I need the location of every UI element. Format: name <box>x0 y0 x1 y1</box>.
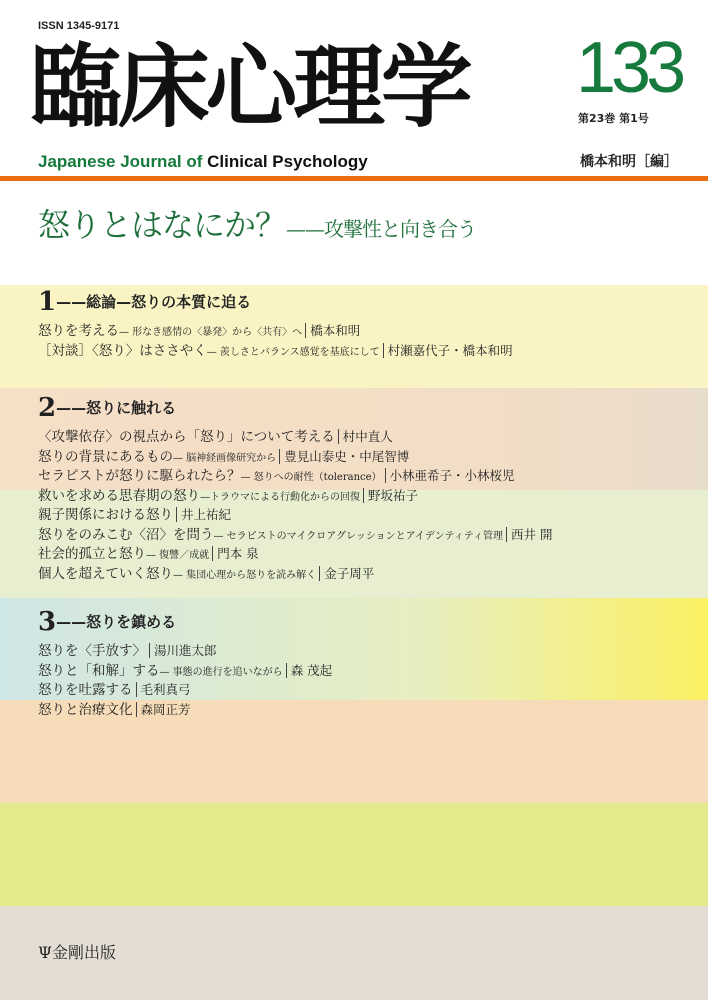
article-title: セラピストが怒りに駆られたら？ <box>38 468 241 484</box>
theme-main: 怒りとはなにか？ <box>38 206 287 244</box>
article-author: 豊見山泰史・中尾智博 <box>279 449 409 464</box>
article-title: 個人を超えていく怒り <box>38 565 173 582</box>
toc-item[interactable] <box>38 487 418 505</box>
toc-item[interactable] <box>38 428 393 446</box>
publisher <box>38 940 116 963</box>
section-heading <box>38 394 176 422</box>
journal-english-title <box>38 152 368 172</box>
issue-number: 133 <box>576 28 682 108</box>
toc-item[interactable] <box>38 662 332 680</box>
theme-sub: ——攻撃性と向き合う <box>286 217 477 241</box>
article-subtitle: — 脳神経画像研究から <box>173 452 277 464</box>
article-author: 森岡正芳 <box>136 702 191 717</box>
section-heading <box>38 608 176 636</box>
article-subtitle: — 怒りへの耐性（tolerance） <box>240 472 382 483</box>
editor: 橋本和明［編］ <box>580 154 678 170</box>
article-subtitle: — 形なき感情の〈暴発〉から〈共有〉へ <box>119 327 303 338</box>
article-author: 森 茂起 <box>286 663 332 678</box>
article-title: 〈攻撃依存〉の視点から「怒り」について考える <box>38 429 335 445</box>
publisher-logo-icon: Ψ <box>38 943 53 962</box>
article-title: 怒りの背景にあるもの <box>38 448 173 465</box>
article-subtitle: — 事態の進行を追いながら <box>159 666 283 678</box>
article-title: 怒りと「和解」する <box>38 662 160 679</box>
article-title: 怒りを考える <box>38 323 119 339</box>
article-author: 湯川進太郎 <box>149 643 217 658</box>
article-title: 怒りと治療文化 <box>38 701 133 718</box>
article-title: 怒りを〈手放す〉 <box>38 643 146 659</box>
article-title: 怒りをのみこむ〈沼〉を問う <box>38 526 214 543</box>
toc-item[interactable] <box>38 565 374 583</box>
article-author: 門本 泉 <box>212 546 258 561</box>
section-number: 3 <box>38 607 57 637</box>
article-subtitle: — 集団心理から怒りを読み解く <box>173 569 317 581</box>
journal-en-b: Clinical Psychology <box>207 152 368 171</box>
band-lime <box>0 803 708 906</box>
volume: 第23巻 第1号 <box>578 112 649 125</box>
section-title: ——怒りを鎮める <box>56 613 177 631</box>
toc-item[interactable] <box>38 342 513 360</box>
toc-item[interactable] <box>38 467 515 485</box>
article-title: 親子関係における怒り <box>38 507 173 523</box>
toc-item[interactable] <box>38 545 259 563</box>
toc-item[interactable] <box>38 526 552 544</box>
orange-rule <box>0 176 708 181</box>
journal-title: 臨床心理学 <box>30 35 469 140</box>
article-author: 井上祐紀 <box>176 507 231 522</box>
article-author: 毛利真弓 <box>136 682 191 697</box>
article-title: 社会的孤立と怒り <box>38 546 146 562</box>
theme-title <box>38 205 476 249</box>
toc-item[interactable] <box>38 681 191 699</box>
toc-item[interactable] <box>38 322 360 340</box>
journal-en-a: Japanese Journal of <box>38 152 203 171</box>
article-title: 怒りを吐露する <box>38 682 133 698</box>
article-subtitle: —トラウマによる行動化からの回復 <box>200 491 360 503</box>
article-author: 野坂祐子 <box>363 488 418 503</box>
toc-item[interactable] <box>38 701 191 719</box>
article-subtitle: — 羨しさとバランス感覚を基底にして <box>206 346 380 358</box>
article-author: 金子周平 <box>319 566 374 581</box>
article-author: 小林亜希子・小林桜児 <box>385 468 515 483</box>
article-author: 村瀬嘉代子・橋本和明 <box>383 343 513 358</box>
article-author: 橋本和明 <box>305 323 360 338</box>
article-title: 救いを求める思春期の怒り <box>38 487 200 504</box>
article-author: 村中直人 <box>338 429 393 444</box>
section-number: 2 <box>38 393 57 423</box>
publisher-name: 金剛出版 <box>52 943 117 962</box>
article-subtitle: — 復讐／成就 <box>146 550 210 561</box>
issn: ISSN 1345-9171 <box>38 20 120 32</box>
toc-item[interactable] <box>38 642 217 660</box>
toc-item[interactable] <box>38 506 231 524</box>
toc-item[interactable] <box>38 448 409 466</box>
section-heading <box>38 288 251 316</box>
section-number: 1 <box>38 287 57 317</box>
article-title: ［対談］〈怒り〉はささやく <box>38 342 207 359</box>
article-author: 西井 開 <box>506 527 552 542</box>
section-title: ——総論—怒りの本質に迫る <box>56 293 252 311</box>
article-subtitle: — セラピストのマイクロアグレッションとアイデンティティ管理 <box>213 530 503 542</box>
section-title: ——怒りに触れる <box>56 399 177 417</box>
